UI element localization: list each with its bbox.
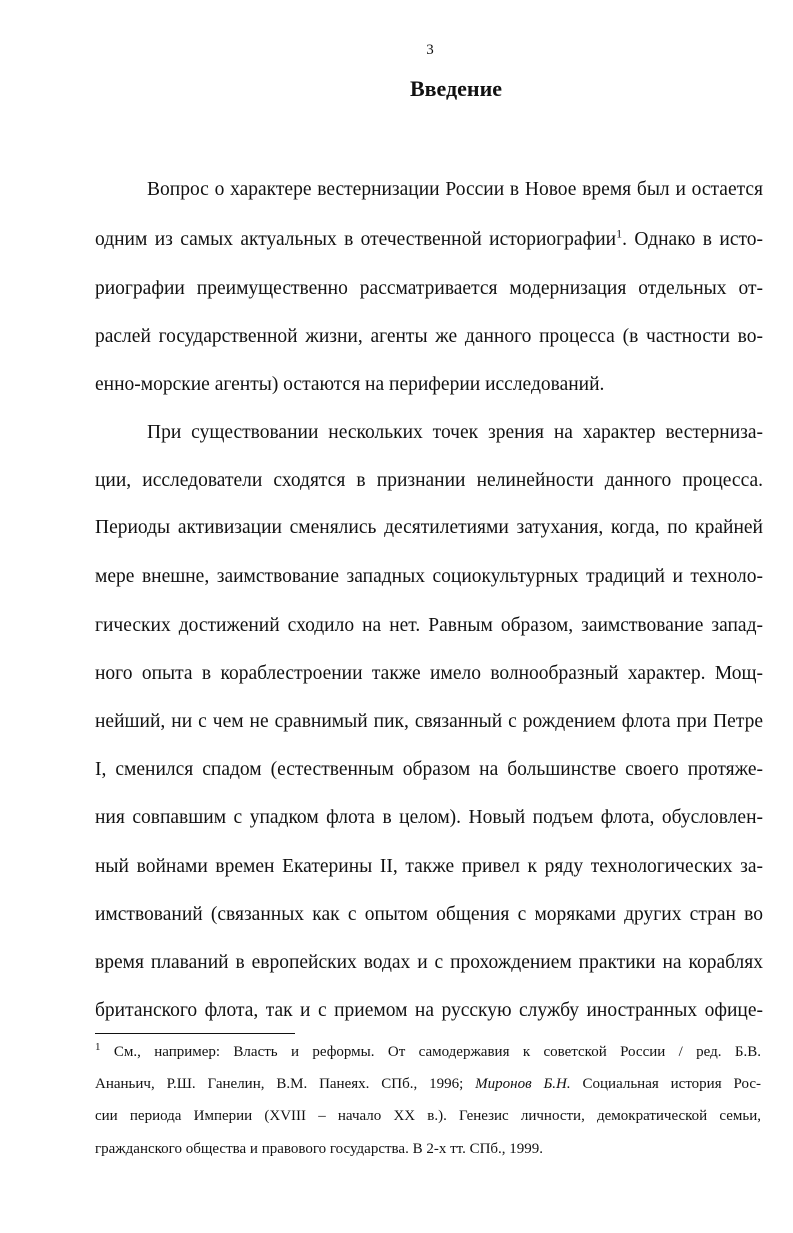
text-line: риографии преимущественно рассматривается модернизация отдельных от- [95, 278, 763, 299]
text-line: гических достижений сходило на нет. Равным образом, заимствование запад- [95, 615, 763, 636]
text-line [95, 228, 763, 252]
author-name: Миронов Б.Н. [475, 1076, 571, 1092]
text-line: Периоды активизации сменялись десятилетиями затухания, когда, по крайней [95, 517, 763, 538]
text-fragment: Социальная история Рос- [570, 1076, 761, 1092]
text-line: раслей государственной жизни, агенты же данного процесса (в частности во- [95, 326, 763, 347]
text-fragment: . Однако в исто- [622, 229, 763, 250]
text-line: енно-морские агенты) остаются на периферии исследований. [95, 374, 605, 395]
text-line: При существовании нескольких точек зрения на характер вестерниза- [147, 422, 763, 443]
text-line: британского флота, так и с приемом на русскую службу иностранных офице- [95, 1000, 763, 1021]
page-title: Введение [409, 76, 503, 101]
text-line: нейший, ни с чем не сравнимый пик, связанный с рождением флота при Петре [95, 711, 763, 732]
text-line: ный войнами времен Екатерины II, также привел к ряду технологических за- [95, 856, 763, 877]
text-line: I, сменился спадом (естественным образом на большинстве своего протяже- [95, 759, 763, 780]
text-line: ции, исследователи сходятся в признании нелинейности данного процесса. [95, 470, 763, 491]
text-line: время плаваний в европейских водах и с прохождением практики на кораблях [95, 952, 763, 973]
text-line: ния совпавшим с упадком флота в целом). Новый подъем флота, обусловлен- [95, 807, 763, 828]
text-line: ного опыта в кораблестроении также имело волнообразный характер. Мощ- [95, 663, 763, 684]
text-line: имствований (связанных как с опытом общения с моряками других стран во [95, 904, 763, 925]
text-fragment: одним из самых актуальных в отечественной историографии [95, 229, 617, 250]
page-number: 3 [426, 42, 434, 58]
footnote-line [95, 1074, 761, 1094]
text-fragment: Ананьич, Р.Ш. Ганелин, В.М. Панеях. СПб., 1996; [95, 1076, 476, 1092]
footnote-line: гражданского общества и правового государства. В 2-х тт. СПб., 1999. [95, 1141, 544, 1157]
footnote-reference: 1 [616, 226, 623, 241]
text-fragment: См., например: Власть и реформы. От самодержавия к советской России / ред. Б.В. [100, 1044, 761, 1060]
footnote-number: 1 [95, 1041, 101, 1053]
footnote-line [95, 1042, 761, 1062]
footnote-separator [95, 1033, 295, 1034]
footnote-line: сии периода Империи (XVIII – начало XX в.). Генезис личности, демократической семьи, [95, 1108, 761, 1124]
text-line: мере внешне, заимствование западных социокультурных традиций и техноло- [95, 566, 763, 587]
text-line: Вопрос о характере вестернизации России в Новое время был и остается [147, 179, 763, 200]
